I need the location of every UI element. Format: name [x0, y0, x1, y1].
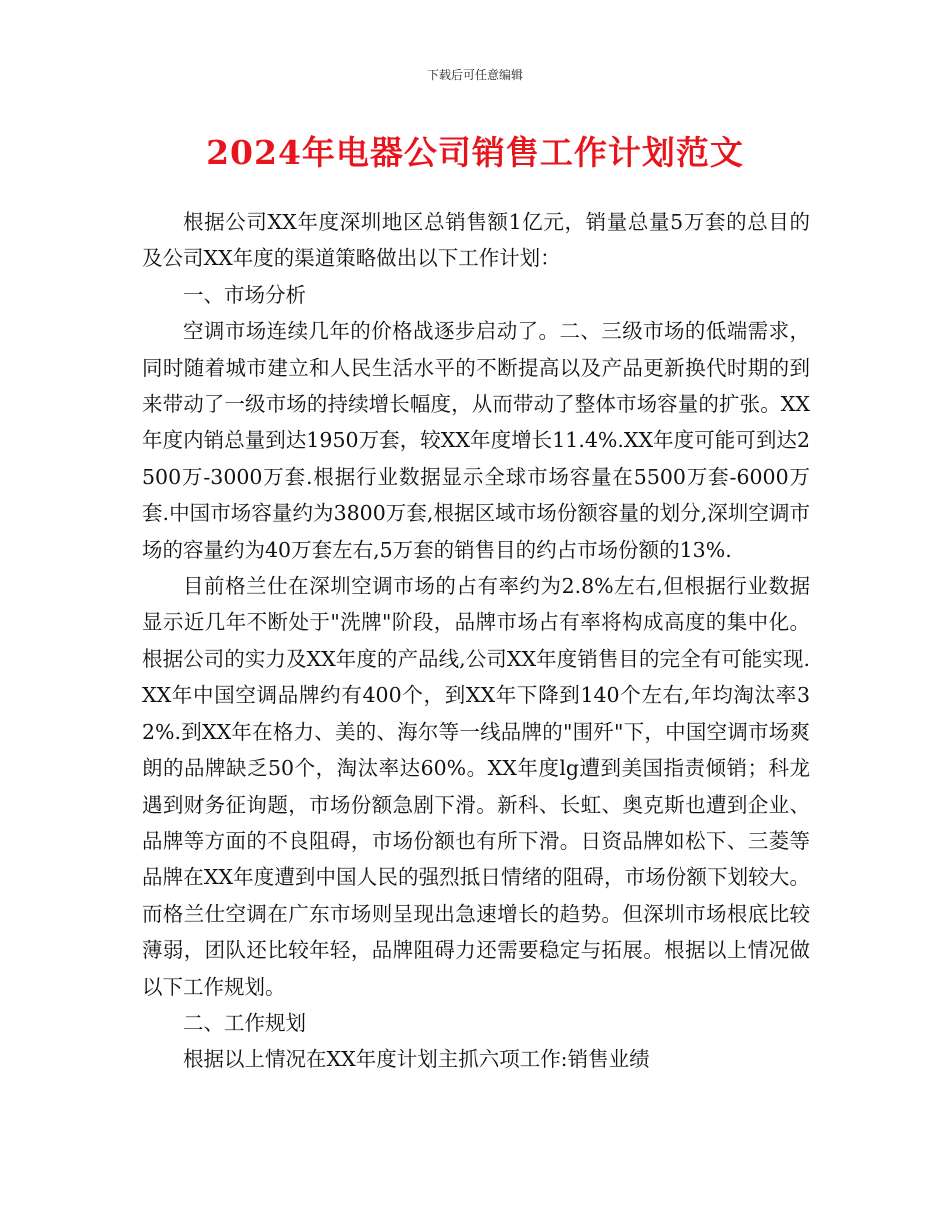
- page-title: 2024年电器公司销售工作计划范文: [206, 133, 744, 172]
- section-heading-work-plan: 二、工作规划: [183, 1010, 306, 1035]
- paragraph-intro: 根据公司XX年度深圳地区总销售额1亿元，销量总量5万套的总目的及公司XX年度的渠道策略做出以下工作计划：: [142, 210, 810, 271]
- paragraph-brand-situation: 目前格兰仕在深圳空调市场的占有率约为2.8%左右,但根据行业数据显示近几年不断处于"洗牌"阶段，品牌市场占有率将构成高度的集中化。根据公司的实力及XX年度的产品线,公司XX年度销售目的完全有可能实现.XX年中国空调品牌约有400个，到XX年下降到140个左右,年均淘汰率32%.到XX年在格力、美的、海尔等一线品牌的"围歼"下，中国空调市场爽朗的品牌缺乏50个，淘汰率达60%。XX年度lg遭到美国指责倾销；科龙遇到财务征询题，市场份额急剧下滑。新科、长虹、奥克斯也遭到企业、品牌等方面的不良阻碍，市场份额也有所下滑。日资品牌如松下、三菱等品牌在XX年度遭到中国人民的强烈抵日情绪的阻碍，市场份额下划较大。而格兰仕空调在广东市场则呈现出急速增长的趋势。但深圳市场根底比较薄弱，团队还比较年轻，品牌阻碍力还需要稳定与拓展。根据以上情况做以下工作规划。: [142, 574, 810, 999]
- paragraph-market-capacity: 空调市场连续几年的价格战逐步启动了。二、三级市场的低端需求，同时随着城市建立和人民生活水平的不断提高以及产品更新换代时期的到来带动了一级市场的持续增长幅度，从而带动了整体市场容量的扩张。XX年度内销总量到达1950万套，较XX年度增长11.4%.XX年度可能可到达2500万-3000万套.根据行业数据显示全球市场容量在5500万套-6000万套.中国市场容量约为3800万套,根据区域市场份额容量的划分,深圳空调市场的容量约为40万套左右,5万套的销售目的约占市场份额的13%.: [142, 319, 810, 562]
- section-heading-market-analysis: 一、市场分析: [183, 282, 306, 307]
- document-body: [142, 204, 810, 1078]
- paragraph-work-plan: 根据以上情况在XX年度计划主抓六项工作:销售业绩: [183, 1047, 650, 1072]
- header-note: 下载后可任意编辑: [426, 68, 523, 82]
